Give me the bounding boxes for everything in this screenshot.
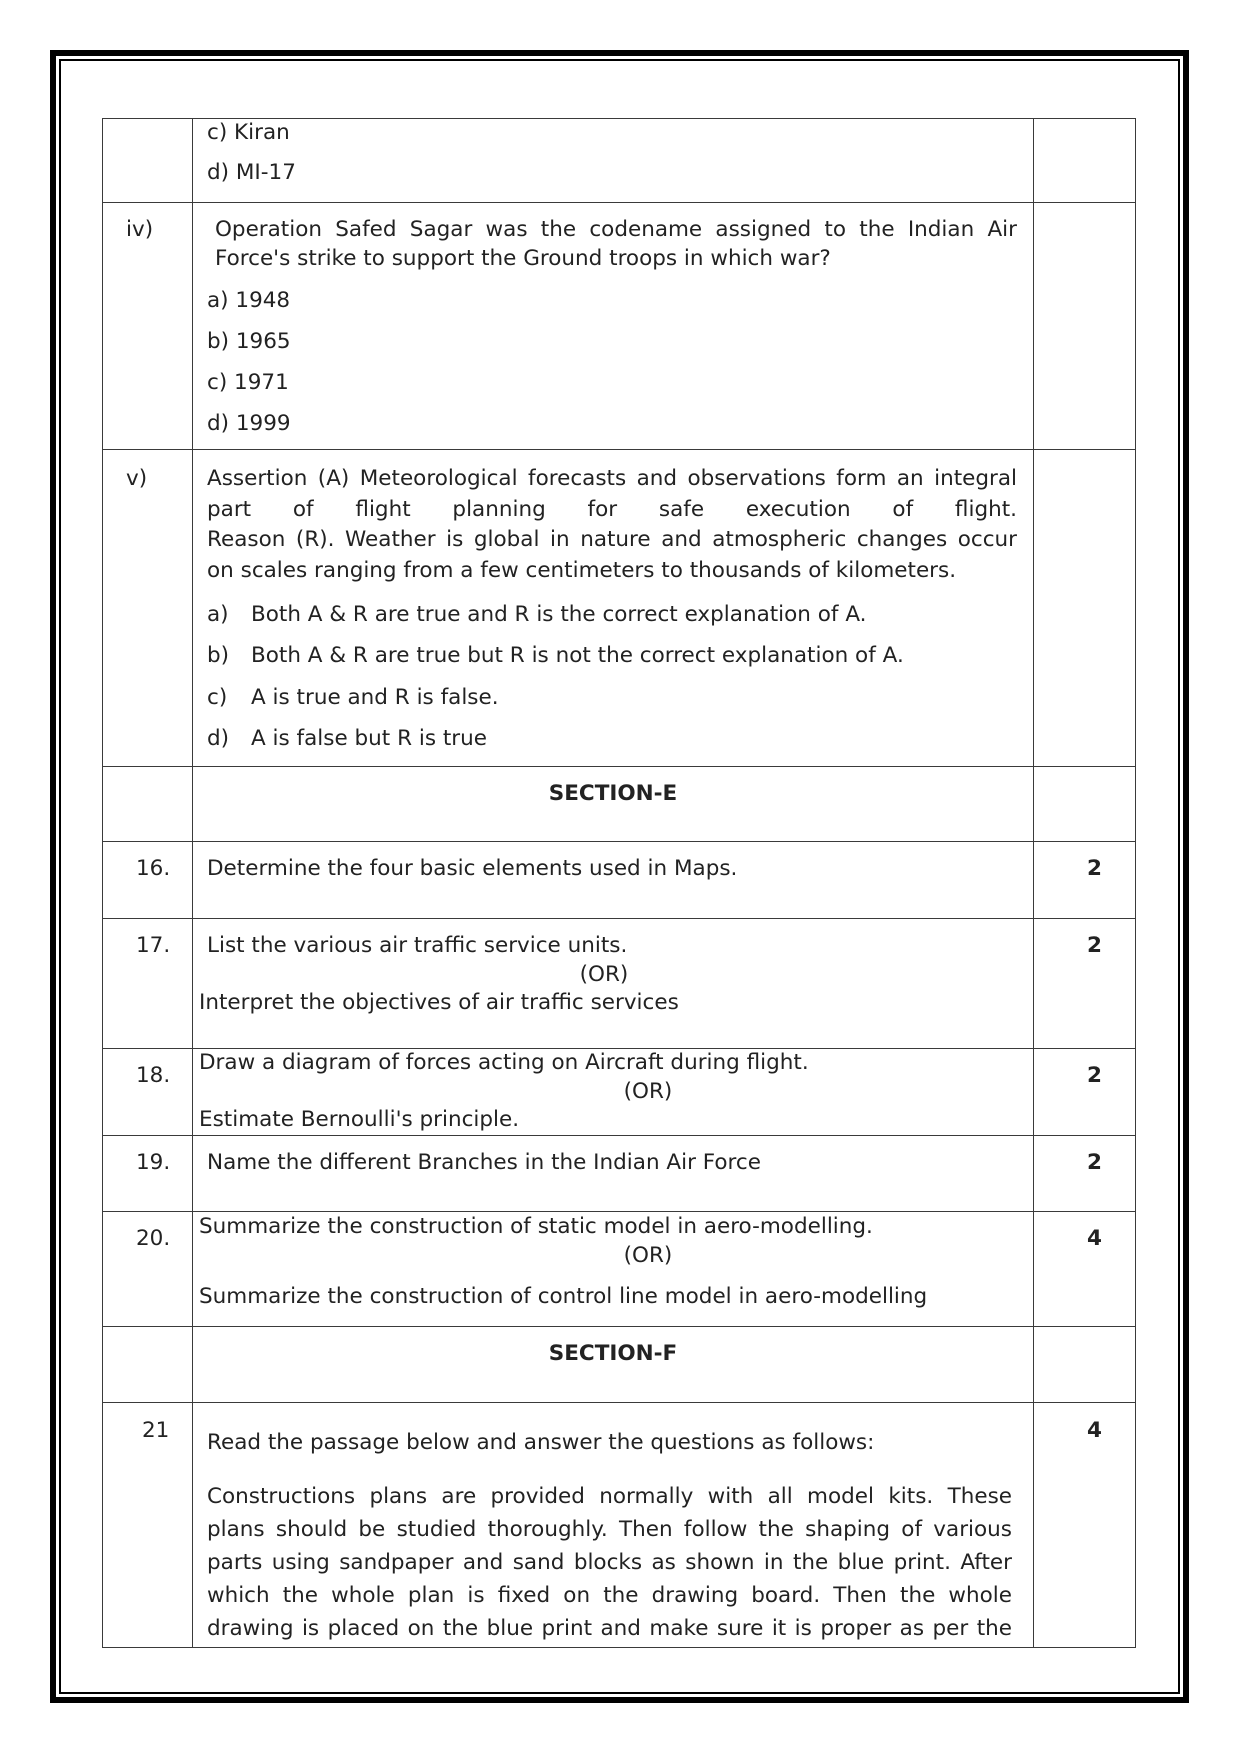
question-number-cell xyxy=(103,1136,193,1211)
question-cell xyxy=(193,1403,1034,1647)
marks-cell xyxy=(1034,1136,1135,1211)
option-c xyxy=(207,683,904,713)
option-text: Both A & R are true but R is not the correct explanation of A. xyxy=(251,643,904,669)
table-row-section-f xyxy=(102,1327,1136,1403)
question-number-cell xyxy=(103,1403,193,1647)
marks-value: 2 xyxy=(1087,933,1102,958)
question-line: Draw a diagram of forces acting on Aircraft during flight. xyxy=(199,1050,809,1075)
question-line: Operation Safed Sagar was the codename assigned to the Indian Air xyxy=(215,217,1017,242)
question-number: 21 xyxy=(142,1418,170,1443)
table-row-q-iv xyxy=(102,203,1136,450)
question-cell xyxy=(193,842,1034,918)
marks-cell xyxy=(1034,119,1135,202)
question-cell xyxy=(193,919,1034,1048)
marks-value: 2 xyxy=(1087,856,1102,881)
marks-cell xyxy=(1034,1049,1135,1135)
section-heading: SECTION-E xyxy=(548,781,678,806)
passage-line: parts using sandpaper and sand blocks as shown in the blue print. After xyxy=(207,1550,1012,1575)
section-heading: SECTION-F xyxy=(548,1341,678,1366)
option-text: A is false but R is true xyxy=(251,725,487,751)
assertion-line: Assertion (A) Meteorological forecasts and observations form an integral xyxy=(207,466,1017,491)
question-number: v) xyxy=(126,466,148,491)
option-list xyxy=(207,600,904,754)
question-number-cell xyxy=(103,119,193,202)
assertion-reason-text xyxy=(207,464,1017,587)
question-line: Force's strike to support the Ground troops in which war? xyxy=(215,246,831,271)
marks-cell xyxy=(1034,1212,1135,1326)
question-cell xyxy=(193,203,1034,449)
table-row-q18 xyxy=(102,1049,1136,1136)
question-text xyxy=(193,1212,1033,1311)
passage-line: which the whole plan is fixed on the drawing board. Then the whole xyxy=(207,1583,1012,1608)
question-number-cell xyxy=(103,203,193,449)
table-row-q21 xyxy=(102,1403,1136,1648)
passage-line: Constructions plans are provided normally with all model kits. These xyxy=(207,1484,1012,1509)
option-list xyxy=(207,286,291,439)
table-row-continued xyxy=(102,119,1136,203)
question-number-cell xyxy=(103,1327,193,1402)
option-d: d) MI-17 xyxy=(207,160,296,185)
question-number: 20. xyxy=(136,1226,171,1251)
passage-text xyxy=(207,1480,1012,1645)
or-separator: (OR) xyxy=(623,1078,673,1104)
option-c: c) 1971 xyxy=(207,370,289,395)
question-number: 16. xyxy=(136,856,171,881)
option-text: Both A & R are true and R is the correct explanation of A. xyxy=(251,602,867,627)
table-row-q19 xyxy=(102,1136,1136,1212)
question-cell xyxy=(193,1136,1034,1211)
section-cell xyxy=(193,1327,1034,1402)
option-list xyxy=(207,119,296,187)
question-text xyxy=(193,932,1033,1018)
marks-cell xyxy=(1034,842,1135,918)
option-label: b) xyxy=(207,643,230,669)
table-row-q20 xyxy=(102,1212,1136,1327)
question-cell xyxy=(193,1049,1034,1135)
table-row-q17 xyxy=(102,919,1136,1049)
question-text: Determine the four basic elements used in Maps. xyxy=(207,856,738,881)
passage-intro: Read the passage below and answer the questions as follows: xyxy=(207,1430,875,1455)
question-number-cell xyxy=(103,919,193,1048)
question-text xyxy=(193,1049,1033,1135)
reason-line: on scales ranging from a few centimeters to thousands of kilometers. xyxy=(207,558,957,584)
table-row-section-e xyxy=(102,767,1136,842)
question-cell xyxy=(193,1212,1034,1326)
question-line: List the various air traffic service units. xyxy=(207,933,628,958)
question-number-cell xyxy=(103,767,193,841)
question-number: 19. xyxy=(136,1150,171,1175)
option-d xyxy=(207,724,904,754)
question-number-cell xyxy=(103,1212,193,1326)
marks-cell xyxy=(1034,203,1135,449)
or-separator: (OR) xyxy=(623,1243,673,1268)
marks-value: 2 xyxy=(1087,1150,1102,1175)
passage-line: plans should be studied thoroughly. Then follow the shaping of various xyxy=(207,1517,1012,1542)
option-d: d) 1999 xyxy=(207,411,291,436)
option-b xyxy=(207,641,904,671)
question-cell xyxy=(193,450,1034,766)
question-number-cell xyxy=(103,842,193,918)
option-a: a) 1948 xyxy=(207,288,291,313)
marks-value: 4 xyxy=(1087,1226,1102,1251)
question-table xyxy=(102,118,1136,1648)
option-text: A is true and R is false. xyxy=(251,684,499,710)
or-separator: (OR) xyxy=(579,961,629,987)
option-label: a) xyxy=(207,602,229,627)
marks-cell xyxy=(1034,450,1135,766)
assertion-line: part of flight planning for safe execution of flight. xyxy=(207,496,1017,522)
alternative-question-line: Summarize the construction of control line model in aero-modelling xyxy=(199,1284,928,1309)
marks-value: 4 xyxy=(1087,1418,1102,1443)
option-label: d) xyxy=(207,725,230,751)
marks-value: 2 xyxy=(1087,1063,1102,1088)
table-row-q16 xyxy=(102,842,1136,919)
marks-cell xyxy=(1034,1327,1135,1402)
question-number: 18. xyxy=(136,1063,171,1088)
table-row-q-v xyxy=(102,450,1136,767)
marks-cell xyxy=(1034,767,1135,841)
marks-cell xyxy=(1034,1403,1135,1647)
question-number-cell xyxy=(103,450,193,766)
option-a xyxy=(207,600,904,630)
question-text xyxy=(215,215,1017,273)
reason-line: Reason (R). Weather is global in nature and atmospheric changes occur xyxy=(207,527,1017,553)
alternative-question-line: Estimate Bernoulli's principle. xyxy=(199,1107,520,1132)
passage-line: drawing is placed on the blue print and make sure it is proper as per the xyxy=(207,1616,1012,1641)
alternative-question-line: Interpret the objectives of air traffic services xyxy=(199,990,679,1015)
question-number: 17. xyxy=(136,933,171,958)
marks-cell xyxy=(1034,919,1135,1048)
question-text: Name the different Branches in the Indian Air Force xyxy=(207,1150,761,1175)
option-b: b) 1965 xyxy=(207,329,291,354)
option-label: c) xyxy=(207,684,228,710)
question-number-cell xyxy=(103,1049,193,1135)
question-line: Summarize the construction of static model in aero-modelling. xyxy=(199,1214,873,1239)
question-cell xyxy=(193,119,1034,202)
section-cell xyxy=(193,767,1034,841)
question-number: iv) xyxy=(126,217,154,242)
option-c: c) Kiran xyxy=(207,120,290,145)
